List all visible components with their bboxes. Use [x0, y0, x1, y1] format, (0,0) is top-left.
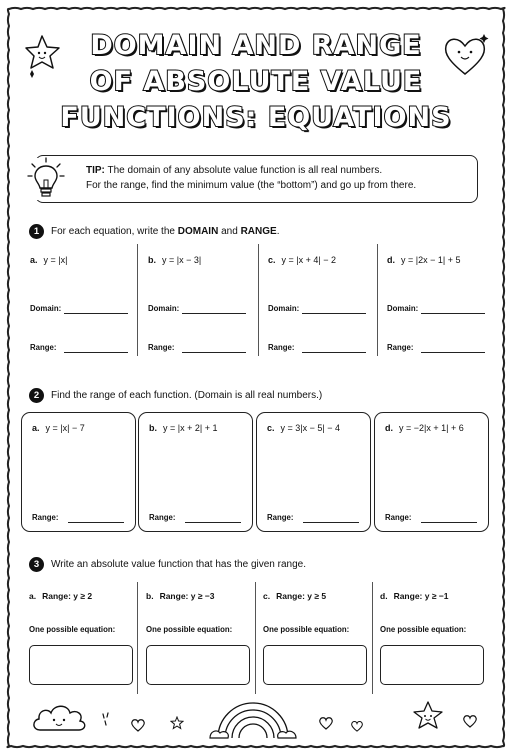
problem-2b: b. y = |x + 2| + 1 Range: — [138, 412, 253, 532]
range-condition: Range: y ≥ 5 — [276, 591, 327, 601]
section-2-header — [29, 388, 322, 403]
tip-line-1: The domain of any absolute value function is all real numbers. — [107, 165, 383, 176]
section-number: 3 — [29, 557, 44, 572]
equation: y = |x| − 7 — [45, 423, 85, 433]
equation-label: One possible equation: — [146, 625, 233, 634]
range-label: Range: — [149, 513, 176, 522]
section-2-instruction: Find the range of each function. (Domain is all real numbers.) — [51, 390, 323, 401]
section-3-header — [29, 557, 306, 572]
column-divider — [372, 582, 373, 694]
problem-3b: b. Range: y ≥ −3 One possible equation: — [146, 585, 258, 695]
problem-2c: c. y = 3|x − 5| − 4 Range: — [256, 412, 371, 532]
problem-1d: d. y = |2x − 1| + 5 Domain: Range: — [387, 247, 502, 359]
domain-answer-line[interactable] — [302, 313, 366, 314]
domain-label: Domain: — [387, 304, 419, 313]
equation: y = |x| — [43, 255, 68, 265]
equation: y = |x + 2| + 1 — [163, 423, 218, 433]
section-1-instruction: For each equation, write the DOMAIN and RANGE. — [51, 226, 280, 237]
heart-icon — [130, 718, 146, 732]
smiling-cloud-icon — [30, 700, 90, 734]
range-label: Range: — [148, 343, 175, 352]
sparkle-icon — [100, 712, 112, 726]
problem-1b: b. y = |x − 3| Domain: Range: — [148, 247, 263, 359]
column-divider — [377, 244, 378, 356]
range-answer-line[interactable] — [182, 352, 246, 353]
column-divider — [258, 244, 259, 356]
range-label: Range: — [267, 513, 294, 522]
title-line-3: FUNCTIONS: EQUATIONS — [60, 102, 452, 133]
problem-3a: a. Range: y ≥ 2 One possible equation: — [29, 585, 141, 695]
smiling-star-icon — [412, 700, 444, 730]
star-icon — [170, 716, 184, 730]
rainbow-icon — [208, 698, 298, 742]
domain-label: Domain: — [148, 304, 180, 313]
range-answer-line[interactable] — [64, 352, 128, 353]
problem-3d: d. Range: y ≥ −1 One possible equation: — [380, 585, 492, 695]
range-answer-line[interactable] — [303, 522, 359, 523]
lightbulb-icon — [24, 154, 68, 204]
equation: y = −2|x + 1| + 6 — [399, 423, 464, 433]
section-3-instruction: Write an absolute value function that has the given range. — [51, 559, 306, 570]
tip-label: TIP: — [86, 165, 105, 176]
tip-box — [35, 155, 478, 203]
problem-2d: d. y = −2|x + 1| + 6 Range: — [374, 412, 489, 532]
range-label: Range: — [30, 343, 57, 352]
problem-1a: a. y = |x| Domain: Range: — [30, 247, 145, 359]
title-line-1: DOMAIN AND RANGE — [90, 30, 422, 61]
domain-label: Domain: — [268, 304, 300, 313]
equation-label: One possible equation: — [29, 625, 116, 634]
equation-label: One possible equation: — [380, 625, 467, 634]
section-number: 2 — [29, 388, 44, 403]
equation: y = |2x − 1| + 5 — [401, 255, 461, 265]
tip-line-2: For the range, find the minimum value (the “bottom”) and go up from there. — [86, 180, 417, 191]
range-answer-line[interactable] — [68, 522, 124, 523]
range-answer-line[interactable] — [421, 352, 485, 353]
answer-box[interactable] — [380, 645, 484, 685]
equation: y = |x − 3| — [162, 255, 202, 265]
heart-icon — [462, 714, 478, 728]
range-label: Range: — [387, 343, 414, 352]
range-condition: Range: y ≥ −1 — [393, 591, 449, 601]
column-divider — [255, 582, 256, 694]
heart-icon — [350, 720, 364, 732]
worksheet-title — [60, 28, 452, 136]
answer-box[interactable] — [263, 645, 367, 685]
domain-answer-line[interactable] — [64, 313, 128, 314]
range-condition: Range: y ≥ 2 — [42, 591, 93, 601]
domain-answer-line[interactable] — [182, 313, 246, 314]
answer-box[interactable] — [29, 645, 133, 685]
problem-1c: c. y = |x + 4| − 2 Domain: Range: — [268, 247, 383, 359]
heart-icon — [318, 716, 334, 730]
equation: y = |x + 4| − 2 — [281, 255, 336, 265]
domain-label: Domain: — [30, 304, 62, 313]
range-label: Range: — [385, 513, 412, 522]
answer-box[interactable] — [146, 645, 250, 685]
title-line-2: OF ABSOLUTE VALUE — [89, 66, 423, 97]
equation-label: One possible equation: — [263, 625, 350, 634]
range-label: Range: — [32, 513, 59, 522]
domain-answer-line[interactable] — [421, 313, 485, 314]
section-1-header — [29, 224, 279, 239]
section-number: 1 — [29, 224, 44, 239]
range-label: Range: — [268, 343, 295, 352]
problem-2a: a. y = |x| − 7 Range: — [21, 412, 136, 532]
range-answer-line[interactable] — [302, 352, 366, 353]
equation: y = 3|x − 5| − 4 — [280, 423, 340, 433]
column-divider — [137, 244, 138, 356]
range-condition: Range: y ≥ −3 — [159, 591, 215, 601]
smiling-star-icon — [24, 32, 64, 80]
column-divider — [137, 582, 138, 694]
range-answer-line[interactable] — [421, 522, 477, 523]
range-answer-line[interactable] — [185, 522, 241, 523]
problem-3c: c. Range: y ≥ 5 One possible equation: — [263, 585, 375, 695]
